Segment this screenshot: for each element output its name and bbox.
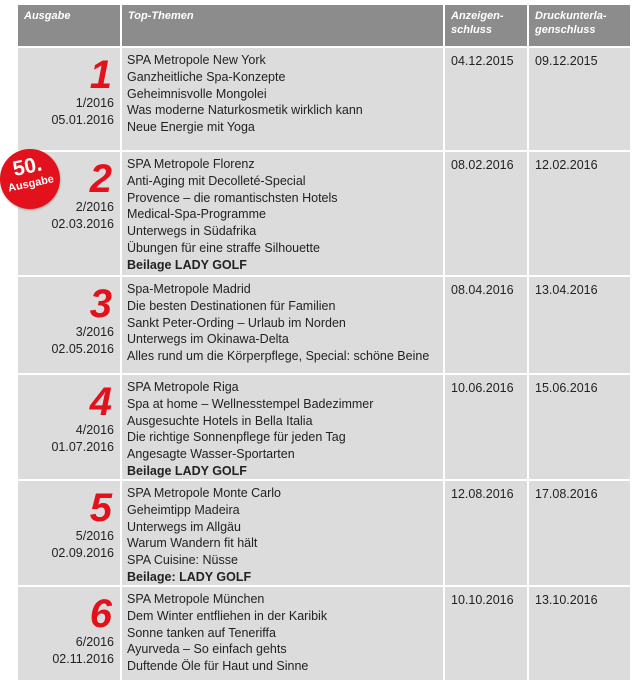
topic-item: SPA Cuisine: Nüsse [127, 553, 238, 568]
issue-number: 1 [89, 53, 112, 97]
topic-item: Neue Energie mit Yoga [127, 120, 255, 135]
header-top-themen: Top-Themen [122, 5, 445, 46]
topic-item: Spa-Metropole Madrid [127, 282, 251, 296]
issue-date: 02.09.2016 [51, 546, 114, 560]
topic-item: Geheimtipp Madeira [127, 502, 240, 517]
table-row [18, 481, 630, 587]
table-row [18, 48, 630, 152]
issue-date: 01.07.2016 [51, 440, 114, 454]
anzeigenschluss-cell: 10.10.2016 [445, 587, 529, 680]
anzeigenschluss-cell: 08.02.2016 [445, 152, 529, 275]
supplement-note: Beilage LADY GOLF [127, 463, 247, 478]
topic-item: Was moderne Naturkosmetik wirklich kann [127, 103, 363, 118]
badge-label: Ausgabe [7, 173, 56, 195]
topic-item: Duftende Öle für Haut und Sinne [127, 659, 309, 674]
topics-cell [122, 48, 445, 150]
issue-code: 1/2016 [75, 96, 114, 110]
druckunterlagenschluss-cell: 15.06.2016 [535, 381, 598, 395]
topic-item: SPA Metropole Monte Carlo [127, 486, 282, 500]
issue-code: 4/2016 [75, 423, 114, 437]
issue-cell [18, 481, 122, 585]
topic-item: Ganzheitliche Spa-Konzepte [127, 69, 286, 84]
topics-cell [122, 587, 445, 680]
issue-cell [18, 587, 122, 680]
topic-item: Unterwegs im Okinawa-Delta [127, 332, 289, 347]
issue-code: 5/2016 [75, 529, 114, 543]
druckunterlagenschluss-cell: 13.04.2016 [535, 283, 598, 297]
druckunterlagenschluss-cell: 13.10.2016 [535, 593, 598, 607]
supplement-note: Beilage LADY GOLF [127, 257, 247, 272]
schedule-table [18, 5, 630, 682]
issue-date: 02.03.2016 [51, 217, 114, 231]
table-header [18, 5, 630, 48]
topic-item: Die besten Destinationen für Familien [127, 298, 336, 313]
topics-cell [122, 481, 445, 585]
supplement-note: Beilage: LADY GOLF [127, 569, 252, 584]
issue-date: 02.11.2016 [52, 652, 114, 666]
issue-date: 05.01.2016 [51, 113, 114, 127]
topic-item: Warum Wandern fit hält [127, 536, 258, 551]
anzeigenschluss-cell: 04.12.2015 [445, 48, 529, 150]
issue-number: 2 [89, 157, 112, 201]
topic-item: Alles rund um die Körperpflege, Special: schöne Beine [127, 349, 430, 364]
topic-item: Medical-Spa-Programme [127, 207, 266, 222]
topic-item: Dem Winter entfliehen in der Karibik [127, 608, 328, 623]
issue-cell [18, 375, 122, 479]
topic-item: Ausgesuchte Hotels in Bella Italia [127, 413, 313, 428]
topics-cell [122, 152, 445, 275]
topic-item: Unterwegs in Südafrika [127, 224, 257, 239]
anzeigenschluss-cell: 08.04.2016 [445, 277, 529, 373]
druckunterlagenschluss-cell: 09.12.2015 [535, 54, 598, 68]
topic-item: SPA Metropole Florenz [127, 157, 255, 171]
anzeigenschluss-cell: 10.06.2016 [445, 375, 529, 479]
issue-number: 3 [89, 282, 112, 326]
topics-cell [122, 277, 445, 373]
table-row [18, 587, 630, 682]
issue-number: 4 [89, 380, 112, 424]
anzeigenschluss-cell: 12.08.2016 [445, 481, 529, 585]
issue-code: 2/2016 [75, 200, 114, 214]
table-row [18, 277, 630, 375]
topic-item: Sankt Peter-Ording – Urlaub im Norden [127, 315, 346, 330]
topic-item: SPA Metropole München [127, 592, 265, 606]
issue-cell [18, 48, 122, 150]
topic-item: Sonne tanken auf Teneriffa [127, 625, 276, 640]
topic-item: Übungen für eine straffe Silhouette [127, 240, 320, 255]
topics-cell [122, 375, 445, 479]
druckunterlagenschluss-cell: 17.08.2016 [535, 487, 598, 501]
header-druckunterlagenschluss: Druckunterla- genschluss [535, 10, 607, 36]
issue-number: 6 [89, 592, 112, 636]
table-row [18, 152, 630, 277]
topic-item: Spa at home – Wellnesstempel Badezimmer [127, 396, 374, 411]
topic-item: Geheimnisvolle Mongolei [127, 86, 267, 101]
issue-cell [18, 277, 122, 373]
header-anzeigenschluss: Anzeigen- schluss [445, 5, 529, 46]
issue-number: 5 [89, 486, 112, 530]
topic-item: Unterwegs im Allgäu [127, 519, 241, 534]
topic-item: Die richtige Sonnenpflege für jeden Tag [127, 430, 346, 445]
topic-item: Provence – die romantischsten Hotels [127, 190, 338, 205]
header-ausgabe: Ausgabe [18, 5, 122, 46]
topic-item: Angesagte Wasser-Sportarten [127, 447, 295, 462]
topic-item: Ayurveda – So einfach gehts [127, 642, 287, 657]
topic-item: SPA Metropole Riga [127, 380, 239, 394]
table-row [18, 375, 630, 481]
druckunterlagenschluss-cell: 12.02.2016 [535, 158, 598, 172]
issue-code: 6/2016 [75, 635, 114, 649]
topic-item: SPA Metropole New York [127, 53, 266, 67]
topic-item: Anti-Aging mit Decolleté-Special [127, 173, 306, 188]
badge-number: 50. [10, 152, 45, 182]
issue-code: 3/2016 [75, 325, 114, 339]
issue-date: 02.05.2016 [51, 342, 114, 356]
